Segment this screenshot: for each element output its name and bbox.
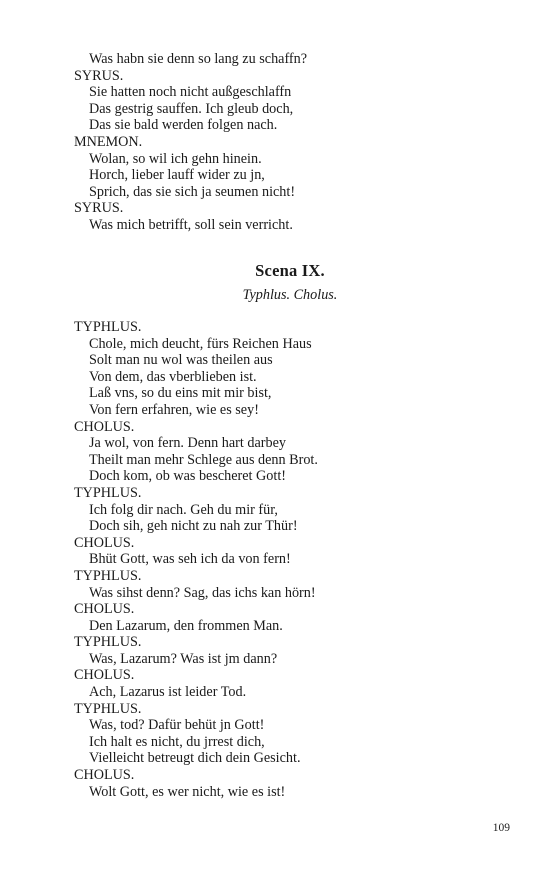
verse-line: Theilt man mehr Schlege aus denn Brot.: [89, 451, 318, 468]
scene-persons: Typhlus. Cholus.: [242, 287, 338, 303]
verse-line: Was sihst denn? Sag, das ichs kan hörn!: [89, 584, 316, 601]
speaker-name: CHOLUS.: [74, 667, 135, 684]
speaker-name: CHOLUS.: [74, 418, 135, 435]
verse-line: Was, Lazarum? Was ist jm dann?: [89, 650, 278, 667]
verse-line: Horch, lieber lauff wider zu jn,: [89, 167, 265, 184]
verse-line: Von dem, das vberblieben ist.: [89, 368, 257, 385]
verse-line: Sie hatten noch nicht außgeschlaffn: [89, 84, 292, 101]
dialogue-block-top: [74, 51, 494, 234]
verse-line: Solt man nu wol was theilen aus: [89, 352, 273, 369]
speaker-name: TYPHLUS.: [74, 634, 142, 651]
verse-line: Chole, mich deucht, fürs Reichen Haus: [89, 335, 312, 352]
verse-line: Was mich betrifft, soll sein verricht.: [89, 216, 293, 233]
verse-line: Vielleicht betreugt dich dein Gesicht.: [89, 750, 301, 767]
speaker-name: SYRUS.: [74, 200, 124, 217]
page-number: 109: [492, 822, 510, 834]
verse-line: Was, tod? Dafür behüt jn Gott!: [89, 717, 265, 734]
speaker-name: TYPHLUS.: [74, 484, 142, 501]
speaker-name: SYRUS.: [74, 67, 124, 84]
speaker-name: TYPHLUS.: [74, 319, 142, 335]
speaker-name: MNEMON.: [74, 133, 143, 150]
speaker-name: CHOLUS.: [74, 601, 135, 618]
speaker-name: TYPHLUS.: [74, 567, 142, 584]
verse-line: Ich halt es nicht, du jrrest dich,: [89, 733, 265, 750]
verse-line: Wolt Gott, es wer nicht, wie es ist!: [89, 783, 286, 800]
verse-line: Doch sih, geh nicht zu nah zur Thür!: [89, 518, 298, 535]
verse-line: Wolan, so wil ich gehn hinein.: [89, 150, 262, 167]
verse-line: Laß vns, so du eins mit mir bist,: [89, 385, 272, 402]
speaker-name: CHOLUS.: [74, 767, 135, 784]
verse-line: Ich folg dir nach. Geh du mir für,: [89, 501, 278, 518]
verse-line: Das sie bald werden folgen nach.: [89, 117, 278, 134]
speaker-name: CHOLUS.: [74, 534, 135, 551]
verse-line: Doch kom, ob was bescheret Gott!: [89, 468, 286, 485]
verse-line: Bhüt Gott, was seh ich da von fern!: [89, 551, 291, 568]
verse-line: Sprich, das sie sich ja seumen nicht!: [89, 183, 296, 200]
dialogue-block-main: [74, 319, 494, 800]
scene-title: Scena IX.: [255, 261, 325, 280]
speaker-name: TYPHLUS.: [74, 700, 142, 717]
verse-line: Was habn sie denn so lang zu schaffn?: [89, 51, 308, 67]
verse-line: Von fern erfahren, wie es sey!: [89, 401, 259, 418]
verse-line: Das gestrig sauffen. Ich gleub doch,: [89, 100, 294, 117]
verse-line: Den Lazarum, den frommen Man.: [89, 617, 283, 634]
verse-line: Ach, Lazarus ist leider Tod.: [89, 684, 247, 701]
verse-line: Ja wol, von fern. Denn hart darbey: [89, 435, 286, 452]
